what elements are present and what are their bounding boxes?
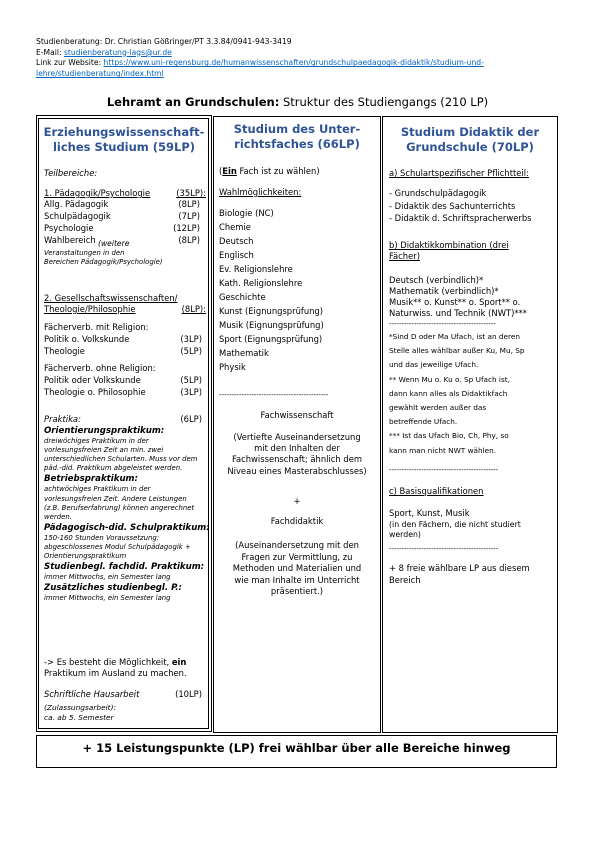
zusaetzliches-praktikum-text-line: immer Mittwochs, ein Semester lang xyxy=(44,594,171,603)
basisqualifikationen-note-2: werden) xyxy=(389,530,421,539)
lp-row xyxy=(44,387,202,397)
fachdidaktik-label: Fachdidaktik xyxy=(270,516,324,526)
subject-item: Kunst (Eignungsprüfung) xyxy=(219,306,324,316)
ohne-religion-label: Fächerverb. ohne Religion: xyxy=(44,363,156,373)
mit-religion-label: Fächerverb. mit Religion: xyxy=(44,322,149,332)
col2-heading: Studium des Unter- richtsfaches (66LP) xyxy=(233,122,361,151)
fachwissenschaft-description xyxy=(215,432,379,477)
pflichtteil-title: a) Schulartspezifischer Pflichtteil: xyxy=(389,168,529,178)
extra-lp-line-2: Bereich xyxy=(389,575,421,585)
section-gesellschaft-title-2: Theologie/Philosophie (8LP): xyxy=(44,304,206,314)
lp-row-label: Psychologie xyxy=(44,223,94,233)
extra-lp-line-1: + 8 freie wählbare LP aus diesem xyxy=(389,563,530,573)
didaktikkombination-title-1: b) Didaktikkombination (drei xyxy=(389,240,509,250)
lp-row-label: Theologie xyxy=(44,346,85,356)
subject-item: Chemie xyxy=(219,222,251,232)
subject-item: Mathematik xyxy=(219,348,269,358)
ausland-line-1: -> Es besteht die Möglichkeit, ein xyxy=(44,657,187,667)
didaktikkombination-line: Mathematik (verbindlich)* xyxy=(389,286,499,296)
paed-did-schulpraktikum-text-line: Orientierungspraktikum xyxy=(44,552,127,560)
free-credits-box xyxy=(36,735,557,768)
pflichtteil-item: - Didaktik des Sachunterrichts xyxy=(389,200,516,211)
lp-row-label: Allg. Pädagogik xyxy=(44,199,109,209)
praktika-title: Praktika: (6LP) xyxy=(44,414,202,424)
fachwissenschaft-desc-line: Niveau eines Masterabschlusses) xyxy=(227,465,367,476)
section-gesellschaft-title-1: 2. Gesellschaftswissenschaften/ xyxy=(44,293,178,303)
betriebspraktikum-text-line: (z.B. Berufserfahrung) können angerechnet xyxy=(44,503,195,512)
website-link-part2[interactable]: lehre/studienberatung/index.html xyxy=(36,69,164,79)
lp-row-value: (12LP) xyxy=(173,223,200,233)
lp-row-value: (3LP) xyxy=(180,334,202,344)
fachdidaktik-desc-line: Methoden und Materialien und xyxy=(232,563,362,574)
fachwissenschaft-label: Fachwissenschaft xyxy=(260,410,334,420)
lp-row xyxy=(44,211,200,221)
betriebspraktikum-text-line: achtwöchiges Praktikum in der xyxy=(44,485,151,494)
lp-row-value: (3LP) xyxy=(180,387,202,397)
didaktik-note-line: und das jeweilige Ufach. xyxy=(389,360,479,370)
subject-item: Kath. Religionslehre xyxy=(219,278,303,288)
subject-item: Deutsch xyxy=(219,236,254,246)
free-credits-text: + 15 Leistungspunkte (LP) frei wählbar über alle Bereiche hinweg xyxy=(82,741,511,755)
pflichtteil-item: - Grundschulpädagogik xyxy=(389,188,487,198)
website-link-part1[interactable]: https://www.uni-regensburg.de/humanwissenschaften/grundschulpaedagogik-didaktik/studium-und- xyxy=(103,58,484,68)
lp-row-value: (7LP) xyxy=(178,211,200,221)
lp-row-value: (5LP) xyxy=(180,346,202,356)
wahlmoeglichkeiten-label: Wahlmöglichkeiten: xyxy=(219,187,302,197)
pflichtteil-item: - Didaktik d. Schriftspracherwerbs xyxy=(389,213,532,223)
fachdidaktik-desc-line: Fragen zur Vermittlung, zu xyxy=(241,551,353,562)
subject-item: Sport (Eignungsprüfung) xyxy=(219,334,323,344)
website-line: Link zur Website: https://www.uni-regensburg.de/humanwissenschaften/grundschulpaedagogik-didaktik/studium-und- xyxy=(36,58,484,68)
orientierungspraktikum-text-line: unterschiedlichen Schularten. Muss vor dem xyxy=(44,455,198,464)
fachwissenschaft-desc-line: mit den Inhalten der xyxy=(254,443,340,454)
col1-heading: Erziehungswissenschaft- liches Studium (59LP) xyxy=(43,125,205,154)
lp-row-value: (8LP) xyxy=(178,199,200,209)
lp-row-label: Politik o. Volkskunde xyxy=(44,334,130,344)
plus-sign: + xyxy=(293,496,301,506)
didaktik-note-line: *Sind D oder Ma Ufach, ist an deren xyxy=(389,332,520,341)
lp-row xyxy=(44,334,202,344)
col3-divider-3: -------------------------------------------- xyxy=(389,545,499,553)
fachwissenschaft-desc-line: Fachwissenschaft; ähnlich dem xyxy=(231,454,363,465)
zusaetzliches-praktikum-title: Zusätzliches studienbegl. P.: xyxy=(44,583,182,594)
didaktikkombination-line: Musik** o. Kunst** o. Sport** o. xyxy=(389,297,521,307)
subject-item: Physik xyxy=(219,362,246,372)
didaktik-note-line: gewählt werden außer das xyxy=(389,403,487,412)
didaktikkombination-line: Naturwiss. und Technik (NWT)*** xyxy=(389,308,527,318)
advisor-line: Studienberatung: Dr. Christian Gößringer/PT 3.3.84/0941-943-3419 xyxy=(36,37,292,46)
fachdidaktik-desc-line: wie man Inhalte im Unterricht xyxy=(234,574,360,585)
col3-divider-1: ------------------------------------------- xyxy=(389,320,496,328)
fachdidaktik-desc-line: präsentiert.) xyxy=(270,586,324,597)
fachdid-praktikum-title: Studienbegl. fachdid. Praktikum: xyxy=(44,562,205,573)
lp-row xyxy=(44,223,200,233)
lp-row xyxy=(44,199,200,209)
lp-row-value: (8LP) xyxy=(178,235,200,245)
orientierungspraktikum-text-line: päd.-did. Praktikum abgeleistet werden. xyxy=(44,464,183,473)
col3-divider-2: -------------------------------------------- xyxy=(389,466,499,474)
lp-row-label: Wahlbereich xyxy=(44,235,96,245)
didaktikkombination-title-2: Fächer) xyxy=(389,251,420,261)
teilbereiche-label: Teilbereiche: xyxy=(44,168,98,178)
didaktik-note-line: ** Wenn Mu o. Ku o. Sp Ufach ist, xyxy=(389,374,510,384)
contact-header xyxy=(36,37,536,80)
basisqualifikationen-subjects: Sport, Kunst, Musik xyxy=(389,508,470,518)
lp-row-value: (5LP) xyxy=(180,375,202,385)
page-title: Lehramt an Grundschulen: Struktur des Studiengangs (210 LP) xyxy=(106,95,489,109)
orientierungspraktikum-text-line: vorlesungsfreien Zeit an min. zwei xyxy=(44,446,164,455)
lp-row-label: Schulpädagogik xyxy=(44,211,111,221)
lp-row xyxy=(44,346,202,356)
subject-item: Musik (Eignungsprüfung) xyxy=(219,320,324,330)
subject-item: Ev. Religionslehre xyxy=(219,264,293,274)
subject-item: Biologie (NC) xyxy=(219,208,274,218)
website-line-2 xyxy=(36,69,536,80)
basisqualifikationen-title: c) Basisqualifikationen xyxy=(389,486,484,496)
fachdidaktik-desc-line: (Auseinandersetzung mit den xyxy=(235,540,359,550)
zulassung-note: (Zulassungsarbeit): xyxy=(44,703,116,712)
subject-item: Geschichte xyxy=(219,292,266,302)
wahlbereich-note: Veranstaltungen in den Bereichen Pädagogik/Psychologie) xyxy=(44,249,163,266)
fachdidaktik-description xyxy=(215,540,379,598)
lp-row-label: Theologie o. Philosophie xyxy=(44,387,146,397)
paed-did-schulpraktikum-text-line: 150-160 Stunden Voraussetzung: xyxy=(44,533,160,542)
paed-did-schulpraktikum-text-line: abgeschlossenes Modul Schulpädagogik + xyxy=(44,542,191,551)
lp-row-label: Politik oder Volkskunde xyxy=(44,375,141,385)
hausarbeit-title: Schriftliche Hausarbeit (10LP) xyxy=(44,689,202,699)
semester-note: ca. ab 5. Semester xyxy=(44,713,114,722)
betriebspraktikum-text-line: werden. xyxy=(44,512,72,521)
didaktik-note-line: kann man nicht NWT wählen. xyxy=(389,445,497,455)
email-line: E-Mail: studienberatung-lags@ur.de xyxy=(36,47,172,57)
basisqualifikationen-note-1: (in den Fächern, die nicht studiert xyxy=(389,520,521,529)
orientierungspraktikum-text-line: dreiwöchiges Praktikum in der xyxy=(44,437,149,445)
fachwissenschaft-desc-line: (Vertiefte Auseinandersetzung xyxy=(233,432,361,442)
didaktikkombination-line: Deutsch (verbindlich)* xyxy=(389,275,484,285)
paed-did-schulpraktikum-title: Pädagogisch-did. Schulpraktikum: xyxy=(44,522,210,533)
fachdid-praktikum-text-line: immer Mittwochs, ein Semester lang xyxy=(44,573,171,582)
betriebspraktikum-text-line: vorlesungsfreien Zeit. Andere Leistungen xyxy=(44,494,187,503)
subject-item: Englisch xyxy=(219,250,254,260)
betriebspraktikum-title: Betriebspraktikum: xyxy=(44,474,138,485)
didaktik-note-line: betreffende Ufach. xyxy=(389,417,458,427)
ausland-line-2: Praktikum im Ausland zu machen. xyxy=(44,668,187,678)
didaktik-note-line: dann kann alles als Didaktikfach xyxy=(389,388,508,398)
section-paed-psych-title: 1. Pädagogik/Psychologie (35LP): xyxy=(44,188,206,198)
col2-divider: -------------------------------------------- xyxy=(219,391,329,399)
didaktik-note-line: Stelle alles wählbar außer Ku, Mu, Sp xyxy=(389,346,525,356)
choose-one-note: (Ein Fach ist zu wählen) xyxy=(219,166,320,176)
lp-row xyxy=(44,375,202,385)
col3-heading: Studium Didaktik der Grundschule (70LP) xyxy=(400,125,540,154)
wahlbereich-note-inline: (weitere xyxy=(98,239,130,248)
email-link[interactable]: studienberatung-lags@ur.de xyxy=(63,47,172,57)
orientierungspraktikum-title: Orientierungspraktikum: xyxy=(44,426,165,436)
didaktik-note-line: *** Ist das Ufach Bio, Ch, Phy, so xyxy=(389,431,509,441)
